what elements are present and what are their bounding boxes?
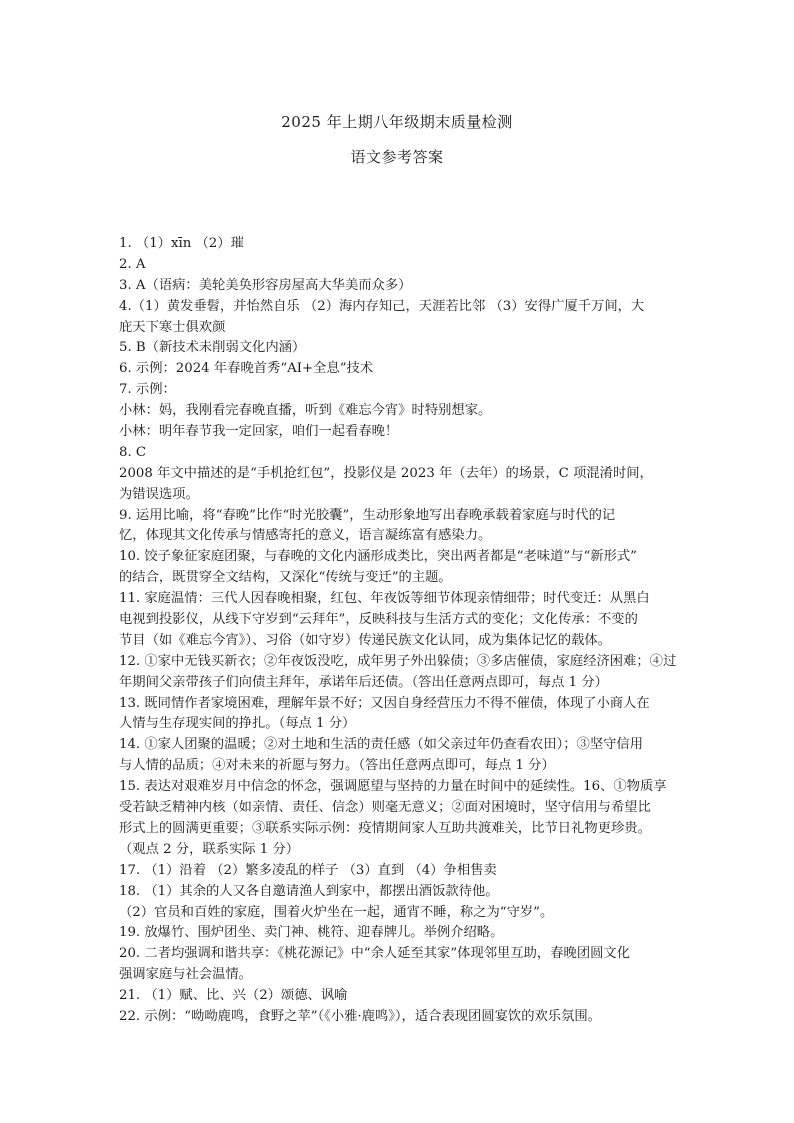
answer-line: 的结合，既贯穿全文结构，又深化“传统与变迁”的主题。 — [119, 570, 452, 586]
answer-list — [119, 234, 694, 1028]
answer-line: 1. （1）xīn （2）璀 — [119, 236, 244, 251]
document-subtitle: 语文参考答案 — [350, 148, 444, 166]
answer-line: 7. 示例： — [119, 382, 176, 398]
answer-line: 14. ①家人团聚的温暖；②对土地和生活的责任感（如父亲过年仍查看农田）；③坚守信用 — [119, 737, 644, 753]
answer-line: 年期间父亲带孩子们向债主拜年，承诺年后还债。（答出任意两点即可，每点 1 分） — [119, 674, 608, 690]
answer-line: （2）官员和百姓的家庭，围着火炉坐在一起，通宵不睡，称之为“守岁”。 — [119, 904, 554, 920]
answer-line: 为错误选项。 — [119, 486, 199, 502]
answer-line: 18. （1）其余的人又各自邀请渔人到家中，都摆出酒饭款待他。 — [119, 883, 499, 899]
answer-line: 与人情的品质；④对未来的祈愿与努力。（答出任意两点即可，每点 1 分） — [119, 758, 555, 774]
answer-line: 8. C — [119, 444, 147, 460]
answer-line: 人情与生存现实间的挣扎。（每点 1 分） — [119, 716, 356, 732]
answer-line: 2. A — [119, 256, 146, 272]
answer-line: 忆，体现其文化传承与情感寄托的意义，语言凝练富有感染力。 — [119, 528, 492, 544]
answer-line: 21. （1）赋、比、兴（2）颂德、讽喻 — [119, 988, 348, 1004]
answer-line: 12. ①家中无钱买新衣；②年夜饭没吃，成年男子外出躲债；③多店催债，家庭经济困难；④过 — [119, 653, 677, 669]
answer-line: （观点 2 分，联系实际 1 分） — [119, 841, 300, 857]
answer-line: 15. 表达对艰难岁月中信念的怀念，强调愿望与坚持的力量在时间中的延续性。16、①物质享 — [119, 779, 667, 795]
answer-line: 11. 家庭温情：三代人因春晚相聚，红包、年夜饭等细节体现亲情细带；时代变迁：从黑白 — [119, 591, 650, 607]
answer-line: 20. 二者均强调和谐共享：《桃花源记》中“余人延至其家”体现邻里互助，春晚团圆文化 — [119, 946, 631, 962]
answer-line: 3. A（语病：美轮美奂形容房屋高大华美而众多） — [119, 277, 412, 293]
answer-line: 强调家庭与社会温情。 — [119, 967, 252, 983]
answer-line: 22. 示例：“呦呦鹿鸣，食野之苹”（《小雅·鹿鸣》），适合表现团圆宴饮的欢乐氛围。 — [119, 1008, 601, 1024]
answer-line: 庇天下寒士俱欢颜 — [119, 319, 226, 335]
answer-line: 13. 既同情作者家境困难，理解年景不好；又因自身经营压力不得不催债，体现了小商人在 — [119, 695, 650, 711]
document-title: 2025 年上期八年级期末质量检测 — [281, 113, 513, 131]
answer-line: 10. 饺子象征家庭团聚，与春晚的文化内涵形成类比，突出两者都是“老味道”与“新形式” — [119, 549, 637, 565]
answer-line: 6. 示例：2024 年春晚首秀“AI+全息”技术 — [119, 361, 374, 377]
answer-line: 小林：妈，我刚看完春晚直播，听到《难忘今宵》时特别想家。 — [119, 403, 492, 419]
answer-line: 受若缺乏精神内核（如亲情、责任、信念）则毫无意义；②面对困境时，坚守信用与希望比 — [119, 800, 651, 816]
answer-line: 形式上的圆满更重要；③联系实际示例：疫情期间家人互助共渡难关，比节日礼物更珍贵。 — [119, 820, 651, 836]
answer-line: 4.（1）黄发垂髫，并怡然自乐 （2）海内存知己，天涯若比邻 （3）安得广厦千万间，大 — [119, 298, 645, 314]
answer-line: 9. 运用比喻，将“春晚”比作“时光胶囊”，生动形象地写出春晚承载着家庭与时代的记 — [119, 507, 616, 523]
answer-line: 2008 年文中描述的是“手机抢红包”，投影仪是 2023 年（去年）的场景，C 项混淆时间， — [119, 465, 653, 481]
answer-line: 17. （1）沿着 （2）繁多凌乱的样子 （3）直到 （4）争相售卖 — [119, 862, 497, 878]
answer-line: 19. 放爆竹、围炉团坐、卖门神、桃符、迎春牌儿。举例介绍略。 — [119, 925, 504, 941]
answer-line: 5. B（新技术未削弱文化内涵） — [119, 340, 306, 356]
answer-line: 小林：明年春节我一定回家，咱们一起看春晚！ — [119, 424, 399, 440]
answer-line: 节目（如《难忘今宵》）、习俗（如守岁）传递民族文化认同，成为集体记忆的载体。 — [119, 632, 611, 648]
answer-line: 电视到投影仪，从线下守岁到“云拜年”，反映科技与生活方式的变化；文化传承：不变的 — [119, 612, 638, 628]
